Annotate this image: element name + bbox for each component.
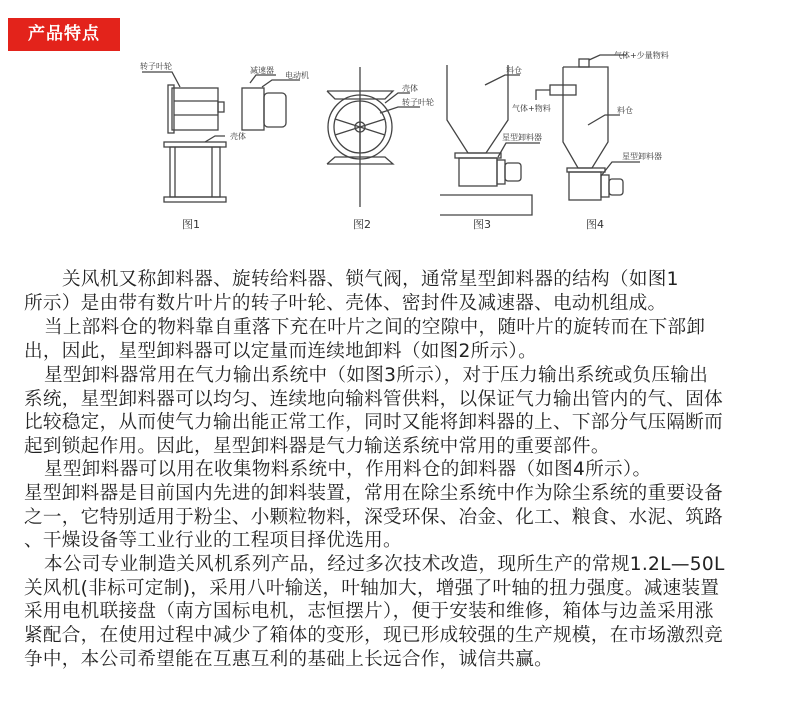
label-reducer: 减速器 [250, 66, 274, 75]
text-line: 之一，它特别适用于粉尘、小颗粒物料，深受环保、冶金、化工、粮食、水泥、筑路 [24, 507, 724, 528]
text-line: 星型卸料器可以用在收集物料系统中，作用料仓的卸料器（如图4所示）。 [44, 459, 652, 480]
label-bin-3: 料仓 [506, 66, 522, 75]
fig1-caption: 图1 [182, 218, 200, 231]
text-line: 采用电机联接盘（南方国标电机，志恒摆片），便于安装和维修，箱体与边盖采用涨 [24, 601, 714, 622]
label-gas-small: 气体+少量物料 [614, 51, 669, 60]
figure-2 [327, 67, 434, 231]
text-line: 争中，本公司希望能在互惠互利的基础上长远合作，诚信共赢。 [24, 649, 554, 670]
text-line: 起到锁起作用。因此，星型卸料器是气力输送系统中常用的重要部件。 [24, 436, 610, 457]
label-motor: 电动机 [285, 71, 309, 80]
fig2-caption: 图2 [353, 218, 371, 231]
label-gas-material: 气体+物料 [512, 104, 551, 113]
figure-1 [140, 61, 309, 231]
text-line: 关风机又称卸料器、旋转给料器、锁气阀，通常星型卸料器的结构（如图1 [62, 269, 679, 290]
text-line: 紧配合，在使用过程中减少了箱体的变形，现已形成较强的生产规模，在市场激烈竞 [24, 625, 724, 646]
text-line: 、干燥设备等工业行业的工程项目择优选用。 [24, 530, 402, 551]
text-line: 当上部料仓的物料靠自重落下充在叶片之间的空隙中，随叶片的旋转而在下部卸 [44, 317, 706, 338]
label-rotor-2: 转子叶轮 [402, 98, 434, 107]
label-shell-2: 壳体 [402, 84, 418, 93]
text-line: 出，因此，星型卸料器可以定量而连续地卸料（如图2所示）。 [24, 341, 537, 362]
text-line: 比较稳定，从而使气力输出能正常工作，同时又能将卸料器的上、下部分气压隔断而 [24, 412, 724, 433]
text-line: 星型卸料器是目前国内先进的卸料装置，常用在除尘系统中作为除尘系统的重要设备 [24, 483, 724, 504]
text-line: 关风机(非标可定制)，采用八叶输送，叶轴加大，增强了叶轴的扭力强度。减速装置 [24, 578, 720, 599]
section-badge: 产品特点 [8, 18, 120, 51]
label-feeder-3: 星型卸料器 [502, 133, 542, 142]
label-rotor: 转子叶轮 [140, 62, 172, 71]
label-feeder-4: 星型卸料器 [622, 152, 662, 161]
figure-3 [440, 65, 542, 231]
label-shell: 壳体 [230, 132, 246, 141]
text-line: 星型卸料器常用在气力输出系统中（如图3所示），对于压力输出系统或负压输出 [44, 365, 709, 386]
text-line: 所示）是由带有数片叶片的转子叶轮、壳体、密封件及减速器、电动机组成。 [24, 293, 667, 314]
fig4-caption: 图4 [586, 218, 604, 231]
label-bin-4: 料仓 [617, 106, 633, 115]
fig3-caption: 图3 [473, 218, 491, 231]
structure-diagram [0, 45, 790, 245]
text-line: 本公司专业制造关风机系列产品，经过多次技术改造，现所生产的常规1.2L—50L [44, 554, 725, 575]
text-line: 系统，星型卸料器可以均匀、连续地向输料管供料，以保证气力输出管内的气、固体 [24, 389, 724, 410]
